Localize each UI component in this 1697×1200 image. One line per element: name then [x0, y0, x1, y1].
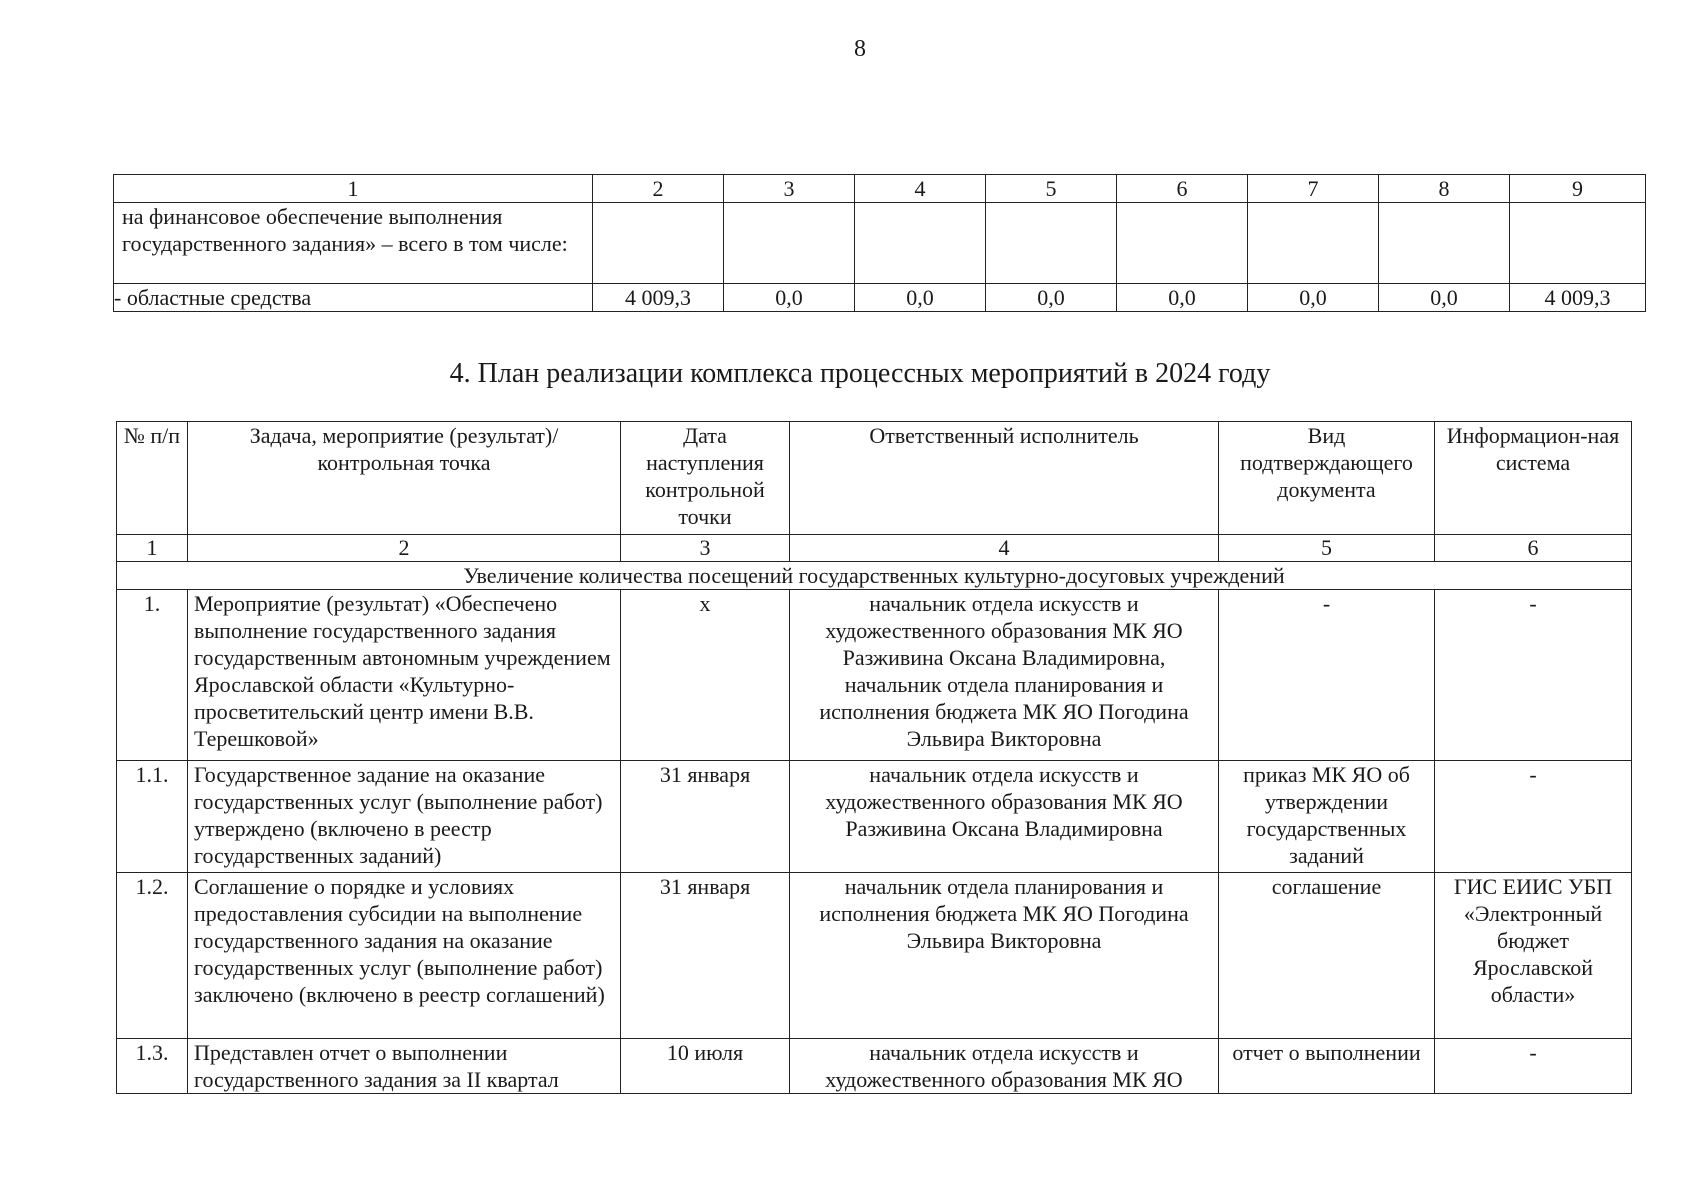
empty-cell	[1117, 203, 1248, 284]
row-executor: начальник отдела планирования и исполнения бюджета МК ЯО Погодина Эльвира Викторовна	[790, 873, 1219, 1039]
column-number: 6	[1117, 175, 1248, 203]
table-row	[117, 1039, 1632, 1094]
row-number: 1.3.	[117, 1039, 188, 1094]
plan-table	[116, 421, 1632, 1094]
header-document: Вид подтверждающего документа	[1219, 422, 1435, 535]
funding-value: 4 009,3	[1510, 284, 1646, 312]
group-title: Увеличение количества посещений государственных культурно-досуговых учреждений	[117, 562, 1632, 590]
funding-values-row	[114, 284, 1646, 312]
row-document: приказ МК ЯО об утверждении государственных заданий	[1219, 761, 1435, 873]
column-number: 6	[1435, 535, 1632, 562]
column-number: 4	[790, 535, 1219, 562]
funding-value: 0,0	[724, 284, 855, 312]
funding-table	[113, 174, 1646, 312]
funding-value: 4 009,3	[593, 284, 724, 312]
empty-cell	[986, 203, 1117, 284]
row-number: 1.	[117, 590, 188, 761]
column-number: 2	[188, 535, 621, 562]
row-task: Государственное задание на оказание государственных услуг (выполнение работ) утверждено (включено в реестр государственных заданий)	[188, 761, 621, 873]
column-number: 4	[855, 175, 986, 203]
row-system: -	[1435, 761, 1632, 873]
table-row	[117, 590, 1632, 761]
row-system: -	[1435, 1039, 1632, 1094]
column-number: 5	[986, 175, 1117, 203]
column-number: 9	[1510, 175, 1646, 203]
column-number: 1	[114, 175, 593, 203]
column-number: 7	[1248, 175, 1379, 203]
header-system: Информацион-ная система	[1435, 422, 1632, 535]
funding-value: 0,0	[986, 284, 1117, 312]
plan-column-numbers	[117, 535, 1632, 562]
empty-cell	[724, 203, 855, 284]
row-date: 10 июля	[621, 1039, 790, 1094]
funding-value: 0,0	[1248, 284, 1379, 312]
row-system: -	[1435, 590, 1632, 761]
empty-cell	[1379, 203, 1510, 284]
funding-description-row	[114, 203, 1646, 284]
row-executor: начальник отдела искусств и художественного образования МК ЯО Разживина Оксана Владимировна	[790, 761, 1219, 873]
table-row	[117, 761, 1632, 873]
row-date: 31 января	[621, 761, 790, 873]
empty-cell	[593, 203, 724, 284]
column-number: 3	[724, 175, 855, 203]
row-task: Мероприятие (результат) «Обеспечено выполнение государственного задания государственным автономным учреждением Ярославской области «Культурно-просветительский центр имени В.В. Терешковой»	[188, 590, 621, 761]
funding-value: 0,0	[855, 284, 986, 312]
table-row	[117, 873, 1632, 1039]
header-executor: Ответственный исполнитель	[790, 422, 1219, 535]
funding-value: 0,0	[1117, 284, 1248, 312]
page-number: 8	[854, 36, 866, 62]
column-number: 5	[1219, 535, 1435, 562]
row-system: ГИС ЕИИС УБП «Электронный бюджет Ярославской области»	[1435, 873, 1632, 1039]
column-number: 3	[621, 535, 790, 562]
empty-cell	[1510, 203, 1646, 284]
row-date: 31 января	[621, 873, 790, 1039]
header-task: Задача, мероприятие (результат)/ контрольная точка	[188, 422, 621, 535]
row-document: -	[1219, 590, 1435, 761]
empty-cell	[1248, 203, 1379, 284]
row-executor: начальник отдела искусств и художественного образования МК ЯО Разживина Оксана Владимировна, начальник отдела планирования и исполнения бюджета МК ЯО Погодина Эльвира Викторовна	[790, 590, 1219, 761]
section-title: 4. План реализации комплекса процессных мероприятий в 2024 году	[449, 358, 1271, 389]
funding-source-label: - областные средства	[114, 284, 593, 312]
plan-header-row	[117, 422, 1632, 535]
row-executor: начальник отдела искусств и художественного образования МК ЯО	[790, 1039, 1219, 1094]
row-task: Представлен отчет о выполнении государственного задания за II квартал	[188, 1039, 621, 1094]
header-number: № п/п	[117, 422, 188, 535]
column-number: 2	[593, 175, 724, 203]
row-document: соглашение	[1219, 873, 1435, 1039]
row-document: отчет о выполнении	[1219, 1039, 1435, 1094]
row-number: 1.2.	[117, 873, 188, 1039]
funding-column-numbers	[114, 175, 1646, 203]
column-number: 8	[1379, 175, 1510, 203]
group-row	[117, 562, 1632, 590]
row-date: х	[621, 590, 790, 761]
column-number: 1	[117, 535, 188, 562]
empty-cell	[855, 203, 986, 284]
funding-description: на финансовое обеспечение выполнения государственного задания» – всего в том числе:	[114, 203, 593, 284]
funding-value: 0,0	[1379, 284, 1510, 312]
row-number: 1.1.	[117, 761, 188, 873]
row-task: Соглашение о порядке и условиях предоставления субсидии на выполнение государственного задания на оказание государственных услуг (выполнение работ) заключено (включено в реестр соглашений)	[188, 873, 621, 1039]
header-date: Дата наступления контрольной точки	[621, 422, 790, 535]
